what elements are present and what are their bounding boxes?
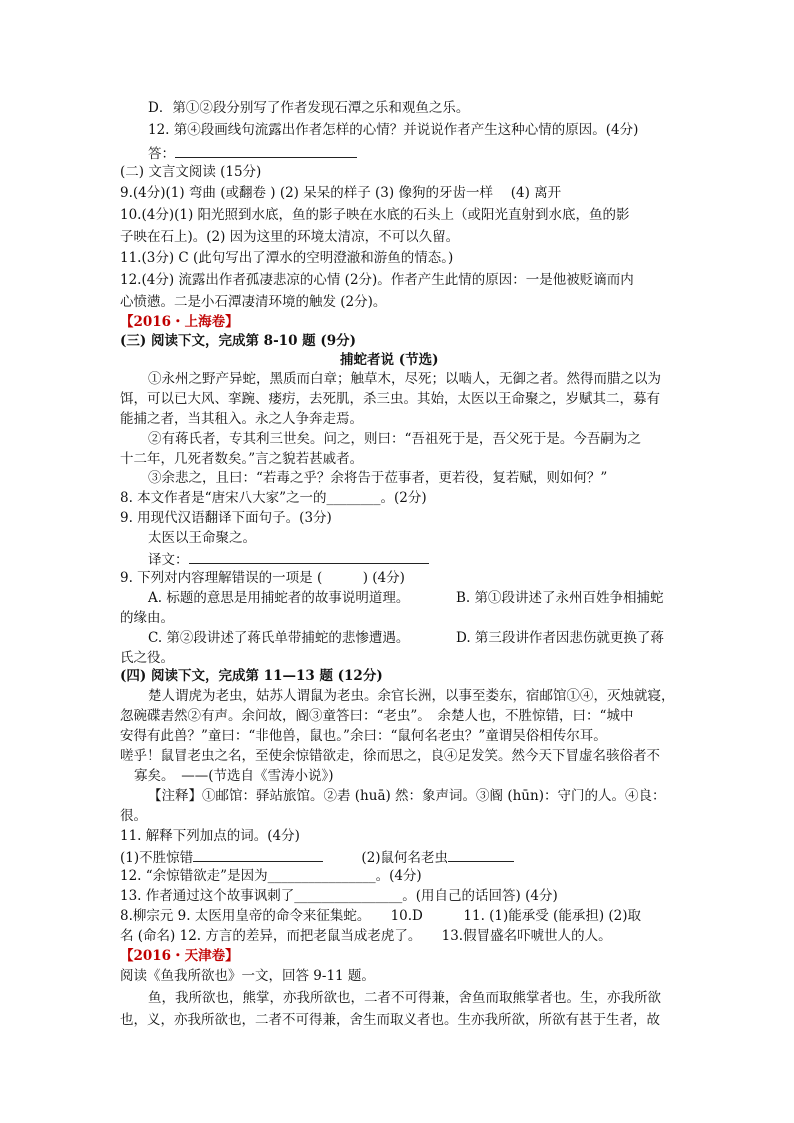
question-9: 9. 用现代汉语翻译下面句子。(3分) (120, 510, 332, 526)
paragraph-line: 能捕之者，当其租入。永之人争奔走焉。 (120, 411, 363, 427)
note-line: 【注释】①邮馆：驿站旅馆。②砉 (huā) 然：象声词。③阍 (hūn)：守门的人。④良： (148, 788, 666, 804)
question-11-items (120, 848, 514, 866)
text-line: 11.(3分) C (此句写出了潭水的空明澄澈和游鱼的情态。) (120, 250, 454, 266)
answer-label: 答： (148, 146, 175, 162)
paragraph-line: 楚人谓虎为老虫，姑苏人谓鼠为老虫。余官长洲，以事至娄东，宿邮馆①④，灭烛就寝， (148, 688, 675, 704)
section-heading: (四) 阅读下文，完成第 11—13 题 (12分) (120, 668, 383, 684)
answer-key-line: 名 (命名) 12. 方言的差异，而把老鼠当成老虎了。 13.假冒盛名吓唬世人的人。 (120, 928, 612, 944)
note-line: 很。 (120, 808, 147, 824)
question-10: 9. 下列对内容理解错误的一项是 ( ) (4分) (120, 570, 405, 586)
paragraph-line: 忽碗碟砉然②有声。余问故，阍③童答曰：“老虫”。 余楚人也，不胜惊错，曰：“城中 (120, 708, 634, 724)
text-line: (二) 文言文阅读 (15分) (120, 164, 262, 180)
section-tag-shanghai: 【2016・上海卷】 (120, 314, 239, 330)
option-c: C. 第②段讲述了蒋氏单带捕蛇的悲惨遭遇。 (148, 630, 410, 646)
option-d-cont: 氏之役。 (120, 650, 174, 666)
answer-label: 译文： (148, 552, 189, 568)
option-b-cont: 的缘由。 (120, 610, 174, 626)
paragraph-line: 也，义，亦我所欲也，二者不可得兼，舍生而取义者也。生亦我所欲，所欲有甚于生者，故 (120, 1012, 660, 1028)
question-12: 12. “余惊错欲走”是因为________________。(4分) (120, 868, 422, 884)
paragraph-line: 嗟乎！鼠冒老虫之名，至使余惊错欲走，徐而思之，良④足发笑。然今天下冒虚名骇俗者不 (120, 748, 660, 764)
answer-line (148, 144, 357, 162)
option-d: D. 第三段讲作者因悲伤就更换了蒋 (456, 630, 664, 646)
answer-blank (189, 550, 429, 564)
text-line: D．第①②段分别写了作者发现石潭之乐和观鱼之乐。 (148, 100, 470, 116)
question-11-b: (2)鼠何名老虫 (361, 850, 449, 866)
text-line: 12.(4分) 流露出作者孤凄悲凉的心情 (2分)。作者产生此情的原因：一是他被贬谪而内 (120, 272, 634, 288)
paragraph-line: 寡矣。 ——(节选自《雪涛小说》) (134, 768, 334, 784)
paragraph-line: 十二年，几死者数矣。”言之貌若甚戚者。 (120, 451, 364, 467)
reading-intro: 阅读《鱼我所欲也》一文，回答 9-11 题。 (120, 968, 375, 984)
essay-title: 捕蛇者说 (节选) (340, 352, 439, 368)
answer-line (148, 550, 429, 568)
question-11-a: (1)不胜惊错 (120, 850, 194, 866)
text-line: 10.(4分)(1) 阳光照到水底，鱼的影子映在水底的石头上（或阳光直射到水底，鱼的影 (120, 207, 630, 223)
answer-blank (175, 144, 357, 158)
option-a: A. 标题的意思是用捕蛇者的故事说明道理。 (148, 590, 410, 606)
text-line: 12. 第④段画线句流露出作者怎样的心情？并说说作者产生这种心情的原因。(4分) (148, 122, 639, 138)
section-heading: (三) 阅读下文，完成第 8-10 题 (9分) (120, 333, 357, 349)
paragraph-line: ①永州之野产异蛇，黑质而白章；触草木，尽死；以啮人，无御之者。然得而腊之以为 (148, 371, 661, 387)
option-b: B. 第①段讲述了永州百姓争相捕蛇 (456, 590, 664, 606)
question-8: 8. 本文作者是“唐宋八大家”之一的________。(2分) (120, 490, 427, 506)
text-line: 9.(4分)(1) 弯曲 (或翻卷 ) (2) 呆呆的样子 (3) 像狗的牙齿一样 (4) 离开 (120, 185, 562, 201)
paragraph-line: 饵，可以已大风、挛踠、瘘疠，去死肌，杀三虫。其始，太医以王命聚之，岁赋其二，募有 (120, 391, 660, 407)
question-11: 11. 解释下列加点的词。(4分) (120, 828, 300, 844)
section-tag-tianjin: 【2016・天津卷】 (120, 948, 239, 964)
answer-blank (448, 848, 514, 862)
answer-key-line: 8.柳宗元 9. 太医用皇帝的命令来征集蛇。 10.D 11. (1)能承受 (能承担) (2)取 (120, 908, 642, 924)
answer-blank (193, 848, 323, 862)
text-line: 子映在石上)。(2) 因为这里的环境太清凉，不可以久留。 (120, 229, 460, 245)
text-line: 心愤懑。二是小石潭凄清环境的触发 (2分)。 (120, 294, 387, 310)
paragraph-line: ③余悲之，且曰：“若毒之乎？余将告于莅事者，更若役，复若赋，则如何？” (148, 470, 608, 486)
paragraph-line: ②有蒋氏者，专其利三世矣。问之，则曰：“吾祖死于是，吾父死于是。今吾嗣为之 (148, 431, 641, 447)
question-9-sentence: 太医以王命聚之。 (148, 530, 256, 546)
paragraph-line: 安得有此兽？”童曰：“非他兽，鼠也。”余曰：“鼠何名老虫？”童谓吴俗相传尔耳。 (120, 728, 607, 744)
question-13: 13. 作者通过这个故事讽刺了________________。(用自己的话回答) (4分) (120, 888, 558, 904)
paragraph-line: 鱼，我所欲也，熊掌，亦我所欲也，二者不可得兼，舍鱼而取熊掌者也。生，亦我所欲 (148, 990, 661, 1006)
